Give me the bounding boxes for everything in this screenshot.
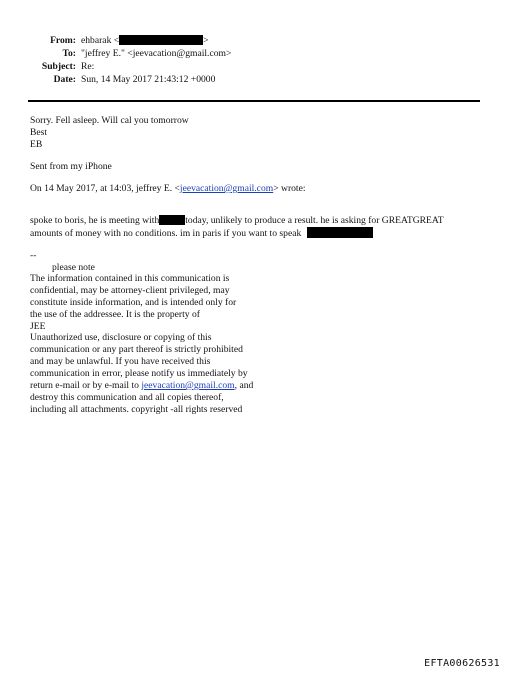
reply-line-1: Sorry. Fell asleep. Will cal you tomorrow — [30, 115, 189, 126]
signature-line: Sent from my iPhone — [30, 161, 112, 172]
disclaimer-line: communication in error, please notify us immediately by — [30, 368, 248, 379]
disclaimer-link-suffix: , and — [234, 380, 254, 391]
from-close: > — [203, 35, 209, 46]
disclaimer-line: including all attachments. copyright -all rights reserved — [30, 404, 243, 415]
note-title: please note — [52, 262, 95, 273]
disclaimer-line: confidential, may be attorney-client privileged, may — [30, 285, 230, 296]
redaction-box — [159, 215, 185, 225]
from-name: ehbarak < — [81, 35, 120, 46]
quote-intro-email-link[interactable]: jeevacation@gmail.com — [179, 183, 274, 194]
disclaimer-line: communication or any part thereof is strictly prohibited — [30, 344, 243, 355]
to-label: To: — [62, 48, 76, 59]
disclaimer-line: and may be unlawful. If you have received this — [30, 356, 211, 367]
from-value — [81, 35, 209, 47]
disclaimer-line: Unauthorized use, disclosure or copying of this — [30, 332, 212, 343]
disclaimer-line: the use of the addressee. It is the property of — [30, 309, 200, 320]
redaction-box — [119, 35, 203, 45]
quote-intro — [30, 183, 306, 195]
disclaimer-line: destroy this communication and all copies thereof, — [30, 392, 224, 403]
quoted-line-2 — [30, 227, 373, 240]
subject-value: Re: — [81, 61, 95, 72]
disclaimer-line: The information contained in this communication is — [30, 273, 230, 284]
document-id: EFTA00626531 — [424, 658, 500, 669]
date-label: Date: — [53, 74, 76, 85]
disclaimer-line: constitute inside information, and is intended only for — [30, 297, 237, 308]
date-value: Sun, 14 May 2017 21:43:12 +0000 — [81, 74, 216, 85]
quoted-line-2-part-a: amounts of money with no conditions. im in paris if you want to speak — [30, 228, 302, 239]
subject-label: Subject: — [41, 61, 76, 72]
reply-line-3: EB — [30, 139, 43, 150]
to-value: "jeffrey E." <jeevacation@gmail.com> — [81, 48, 232, 59]
email-header — [0, 0, 512, 100]
quoted-line-1 — [30, 215, 444, 227]
quote-intro-suffix: > wrote: — [273, 183, 306, 194]
signature-dash: -- — [30, 250, 37, 261]
from-label: From: — [50, 35, 76, 46]
reply-line-2: Best — [30, 127, 48, 138]
disclaimer-link-line — [30, 380, 253, 392]
disclaimer-email-link[interactable]: jeevacation@gmail.com — [141, 380, 235, 391]
disclaimer-line: JEE — [30, 321, 46, 332]
quote-intro-prefix: On 14 May 2017, at 14:03, jeffrey E. < — [30, 183, 180, 194]
quoted-line-1-part-a: spoke to boris, he is meeting with — [30, 215, 160, 226]
header-divider — [28, 100, 480, 102]
redaction-box — [307, 227, 373, 238]
quoted-line-1-part-b: today, unlikely to produce a result. he is asking for GREATGREAT — [185, 215, 444, 226]
disclaimer-link-prefix: return e-mail or by e-mail to — [30, 380, 142, 391]
